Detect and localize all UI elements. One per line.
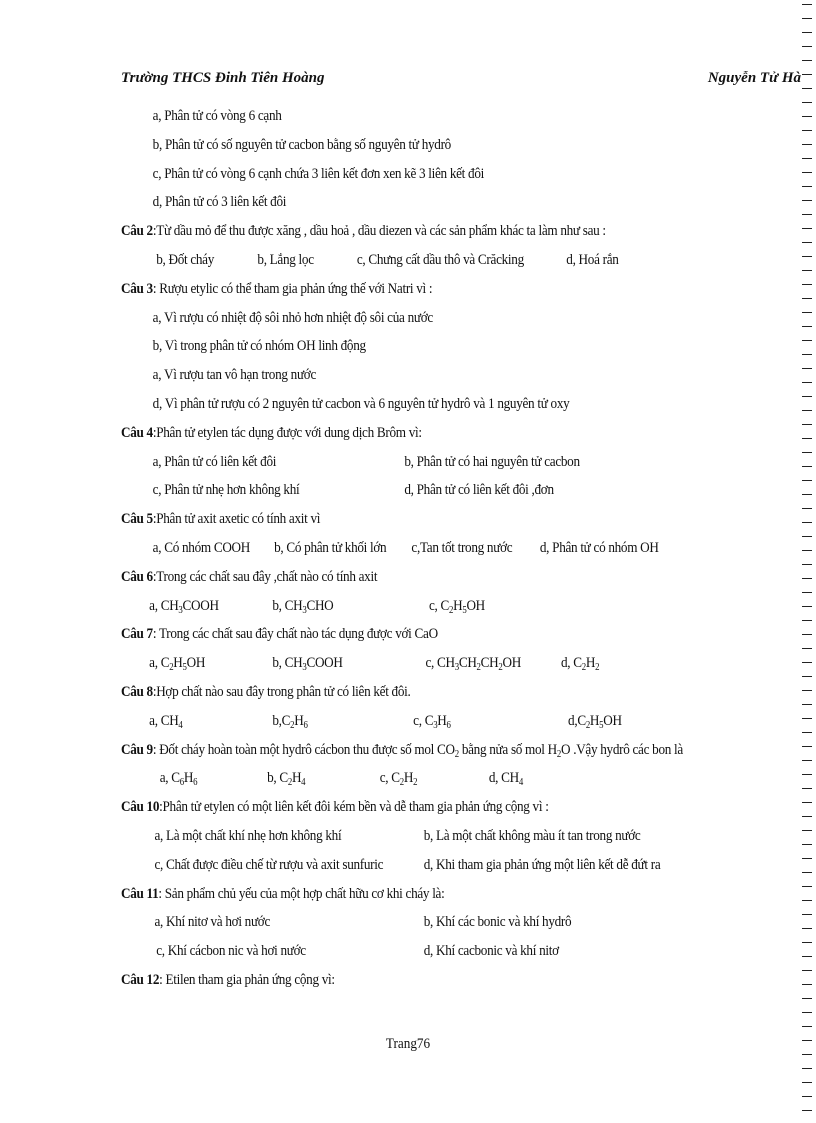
- question-text: : Trong các chất sau đây chất nào tác dụng được với CaO: [152, 626, 438, 643]
- q10-option-a: a, Là một chất khí nhẹ hơn không khí: [154, 827, 342, 844]
- ruler-tick: [802, 46, 812, 47]
- ruler-tick: [802, 438, 812, 439]
- question-number: Câu 3: [121, 280, 153, 297]
- question-text: :Phân tử etylen có một liên kết đôi kém bền và dễ tham gia phản ứng cộng vì :: [159, 799, 549, 816]
- q4-option-d: d, Phân tử có liên kết đôi ,đơn: [404, 482, 554, 499]
- question-number: Câu 4: [121, 424, 153, 441]
- q7-option-d: d, $C_2H_2$: [561, 655, 600, 674]
- question-number: Câu 10: [121, 799, 160, 816]
- ruler-tick: [802, 648, 812, 649]
- q11-option-b: b, Khí các bonic và khí hydrô: [423, 914, 572, 931]
- q5-options: [121, 534, 719, 563]
- q2-option-a: b, Đốt cháy: [156, 251, 215, 268]
- q11-option-c: c, Khí cácbon nic và hơi nước: [156, 943, 306, 960]
- q3-option-b: b, Vì trong phân tử có nhóm OH linh động: [152, 338, 366, 355]
- ruler-tick: [802, 410, 812, 411]
- question-10: [121, 793, 719, 822]
- q8-option-d: $d,C_2H_5OH$: [568, 712, 622, 731]
- q3-option-a: a, Vì rượu có nhiệt độ sôi nhỏ hơn nhiệt độ sôi của nước: [152, 309, 433, 326]
- q7-option-a: a, $C_2H_5OH$: [149, 655, 206, 674]
- q2-option-d: d, Hoá rắn: [566, 251, 619, 268]
- ruler-tick: [802, 382, 812, 383]
- q9-option-c: c, $C_2H_2$: [379, 770, 418, 789]
- q3-option-d: d, Vì phân tử rượu có 2 nguyên tử cacbon và 6 nguyên tử hydrô và 1 nguyên tử oxy: [152, 395, 570, 412]
- q9-option-d: d, $CH_4$: [488, 770, 523, 789]
- ruler-tick: [802, 536, 812, 537]
- question-number: Câu 6: [121, 568, 153, 585]
- ruler-tick: [802, 1068, 812, 1069]
- ruler-tick: [802, 970, 812, 971]
- ruler-tick: [802, 242, 812, 243]
- q10-options-row-2: [121, 851, 719, 880]
- question-number: Câu 2: [121, 223, 153, 240]
- ruler-tick: [802, 312, 812, 313]
- q7-option-c: c, $CH_3CH_2CH_2OH$: [425, 655, 521, 674]
- q6-options: [121, 592, 719, 621]
- ruler-tick: [802, 830, 812, 831]
- question-12: [121, 966, 719, 995]
- ruler-tick: [802, 564, 812, 565]
- q1-option-d: d, Phân tử có 3 liên kết đôi: [152, 194, 287, 211]
- question-8: [121, 678, 719, 707]
- ruler-tick: [802, 816, 812, 817]
- ruler-tick: [802, 550, 812, 551]
- q5-option-a: a, Có nhóm COOH: [152, 539, 251, 556]
- ruler-tick: [802, 1040, 812, 1041]
- ruler-tick: [802, 340, 812, 341]
- ruler-tick: [802, 228, 812, 229]
- ruler-tick: [802, 508, 812, 509]
- q10-option-c: c, Chất được điều chế từ rượu và axit sunfuric: [154, 856, 384, 873]
- q11-option-d: d, Khí cacbonic và khí nitơ: [423, 943, 559, 960]
- ruler-tick: [802, 802, 812, 803]
- ruler-tick: [802, 494, 812, 495]
- q5-option-b: b, Có phân tử khối lớn: [274, 539, 387, 556]
- question-9: [121, 736, 719, 765]
- ruler-tick: [802, 634, 812, 635]
- page-number: Trang76: [385, 1036, 431, 1052]
- q7-options: [121, 649, 719, 678]
- q1-option-b: b, Phân tử có số nguyên tử cacbon bằng số nguyên tử hydrô: [152, 136, 451, 153]
- question-text: :Trong các chất sau đây ,chất nào có tính axit: [152, 568, 378, 585]
- ruler-tick: [802, 592, 812, 593]
- q7-option-b: b, $CH_3COOH$: [272, 655, 343, 674]
- q2-options: [121, 246, 719, 275]
- ruler-tick: [802, 858, 812, 859]
- ruler-tick: [802, 32, 812, 33]
- ruler-tick: [802, 424, 812, 425]
- ruler-tick: [802, 368, 812, 369]
- question-4: [121, 419, 719, 448]
- q8-options: [121, 707, 719, 736]
- ruler-tick: [802, 620, 812, 621]
- ruler-tick: [802, 690, 812, 691]
- ruler-tick: [802, 844, 812, 845]
- ruler-tick: [802, 186, 812, 187]
- ruler-tick: [802, 1082, 812, 1083]
- ruler-tick: [802, 1110, 812, 1111]
- q11-options-row-2: [121, 937, 719, 966]
- ruler-tick: [802, 732, 812, 733]
- ruler-tick: [802, 522, 812, 523]
- q9-options: [121, 764, 719, 793]
- question-11: [121, 880, 719, 909]
- ruler-tick: [802, 18, 812, 19]
- ruler-tick: [802, 942, 812, 943]
- q6-option-b: b, $CH_3CHO$: [272, 597, 334, 616]
- q4-option-b: b, Phân tử có hai nguyên tử cacbon: [404, 453, 580, 470]
- q9-option-b: b, $C_2H_4$: [267, 770, 306, 789]
- q5-option-d: d, Phân tử có nhóm OH: [539, 539, 659, 556]
- ruler-tick: [802, 284, 812, 285]
- ruler-tick: [802, 1012, 812, 1013]
- question-text: : Sản phẩm chủ yếu của một hợp chất hữu cơ khi cháy là:: [158, 885, 445, 902]
- question-number: Câu 8: [121, 683, 153, 700]
- ruler-tick: [802, 746, 812, 747]
- ruler-tick: [802, 1096, 812, 1097]
- q9-option-a: a, $C_6H_6$: [159, 770, 198, 789]
- question-6: [121, 563, 719, 592]
- ruler-tick: [802, 760, 812, 761]
- ruler-tick: [802, 4, 812, 5]
- ruler-tick: [802, 1054, 812, 1055]
- q11-options-row-1: [121, 908, 719, 937]
- ruler-tick: [802, 270, 812, 271]
- question-text: : Đốt cháy hoàn toàn một hydrô cácbon thu được số mol $CO_2$ bằng nửa số mol $H_2O$ .Vậy hydrô các bon là: [152, 741, 683, 760]
- ruler-tick: [802, 718, 812, 719]
- q10-options-row-1: [121, 822, 719, 851]
- ruler-tick: [802, 214, 812, 215]
- ruler-tick: [802, 130, 812, 131]
- ruler-tick: [802, 928, 812, 929]
- q10-option-b: b, Là một chất không màu ít tan trong nước: [423, 827, 641, 844]
- ruler-tick: [802, 396, 812, 397]
- question-number: Câu 11: [121, 885, 159, 902]
- ruler-tick: [802, 200, 812, 201]
- q8-option-a: a, $CH_4$: [149, 712, 183, 731]
- q4-options-row-2: [121, 476, 719, 505]
- ruler-tick: [802, 984, 812, 985]
- question-text: :Phân tử axit axetic có tính axit vì: [152, 511, 321, 528]
- q1-option-c: c, Phân tử có vòng 6 cạnh chứa 3 liên kết đơn xen kẽ 3 liên kết đôi: [152, 165, 484, 182]
- ruler-tick: [802, 1026, 812, 1027]
- question-2: [121, 217, 719, 246]
- ruler-tick: [802, 116, 812, 117]
- q1-option-a: a, Phân tử có vòng 6 cạnh: [152, 108, 282, 124]
- ruler-tick: [802, 74, 812, 75]
- author-name: Nguyễn Tử Hà: [707, 70, 801, 86]
- question-number: Câu 5: [121, 511, 153, 528]
- ruler-tick: [802, 998, 812, 999]
- q8-option-b: $b,C_2H_6$: [272, 712, 308, 731]
- ruler-tick: [802, 774, 812, 775]
- q2-option-c: c, Chưng cất dầu thô và Crăcking: [356, 251, 524, 268]
- question-text: : Rượu etylic có thể tham gia phản ứng thế với Natri vì :: [152, 280, 433, 297]
- q8-option-c: c, $C_3H_6$: [413, 712, 451, 731]
- question-7: [121, 620, 719, 649]
- page-edge-ruler: [788, 0, 816, 1123]
- q5-option-c: c,Tan tốt trong nước: [411, 539, 513, 556]
- q2-option-b: b, Lắng lọc: [257, 251, 314, 268]
- question-3: [121, 275, 719, 304]
- ruler-tick: [802, 60, 812, 61]
- question-text: :Từ dầu mỏ để thu được xăng , dầu hoả , dầu diezen và các sản phẩm khác ta làm như sau :: [152, 223, 606, 240]
- ruler-tick: [802, 452, 812, 453]
- page-header: [121, 70, 801, 96]
- q10-option-d: d, Khi tham gia phản ứng một liên kết dễ đứt ra: [423, 856, 661, 873]
- ruler-tick: [802, 466, 812, 467]
- ruler-tick: [802, 480, 812, 481]
- ruler-tick: [802, 144, 812, 145]
- ruler-tick: [802, 172, 812, 173]
- q11-option-a: a, Khí nitơ và hơi nước: [154, 914, 271, 931]
- question-list: [121, 102, 801, 995]
- school-name: Trường THCS Đinh Tiên Hoàng: [121, 70, 325, 86]
- ruler-tick: [802, 102, 812, 103]
- q4-options-row-1: [121, 448, 719, 477]
- question-number: Câu 9: [121, 741, 153, 758]
- ruler-tick: [802, 662, 812, 663]
- ruler-tick: [802, 676, 812, 677]
- ruler-tick: [802, 354, 812, 355]
- ruler-tick: [802, 256, 812, 257]
- question-5: [121, 505, 719, 534]
- question-text: :Phân tử etylen tác dụng được với dung dịch Brôm vì:: [152, 424, 422, 441]
- q6-option-c: c, $C_2H_5OH$: [429, 597, 485, 616]
- ruler-tick: [802, 956, 812, 957]
- question-text: : Etilen tham gia phản ứng cộng vì:: [159, 971, 335, 988]
- q6-option-a: a, $CH_3COOH$: [149, 597, 219, 616]
- ruler-tick: [802, 704, 812, 705]
- ruler-tick: [802, 158, 812, 159]
- ruler-tick: [802, 578, 812, 579]
- ruler-tick: [802, 872, 812, 873]
- q4-option-a: a, Phân tử có liên kết đôi: [152, 453, 277, 470]
- q3-option-c: a, Vì rượu tan vô hạn trong nước: [152, 367, 317, 384]
- ruler-tick: [802, 886, 812, 887]
- ruler-tick: [802, 788, 812, 789]
- ruler-tick: [802, 900, 812, 901]
- ruler-tick: [802, 606, 812, 607]
- ruler-tick: [802, 88, 812, 89]
- ruler-tick: [802, 326, 812, 327]
- q4-option-c: c, Phân tử nhẹ hơn không khí: [152, 482, 300, 499]
- question-text: :Hợp chất nào sau đây trong phân tử có liên kết đôi.: [152, 683, 411, 700]
- question-number: Câu 12: [121, 971, 160, 988]
- question-number: Câu 7: [121, 626, 153, 643]
- ruler-tick: [802, 298, 812, 299]
- ruler-tick: [802, 914, 812, 915]
